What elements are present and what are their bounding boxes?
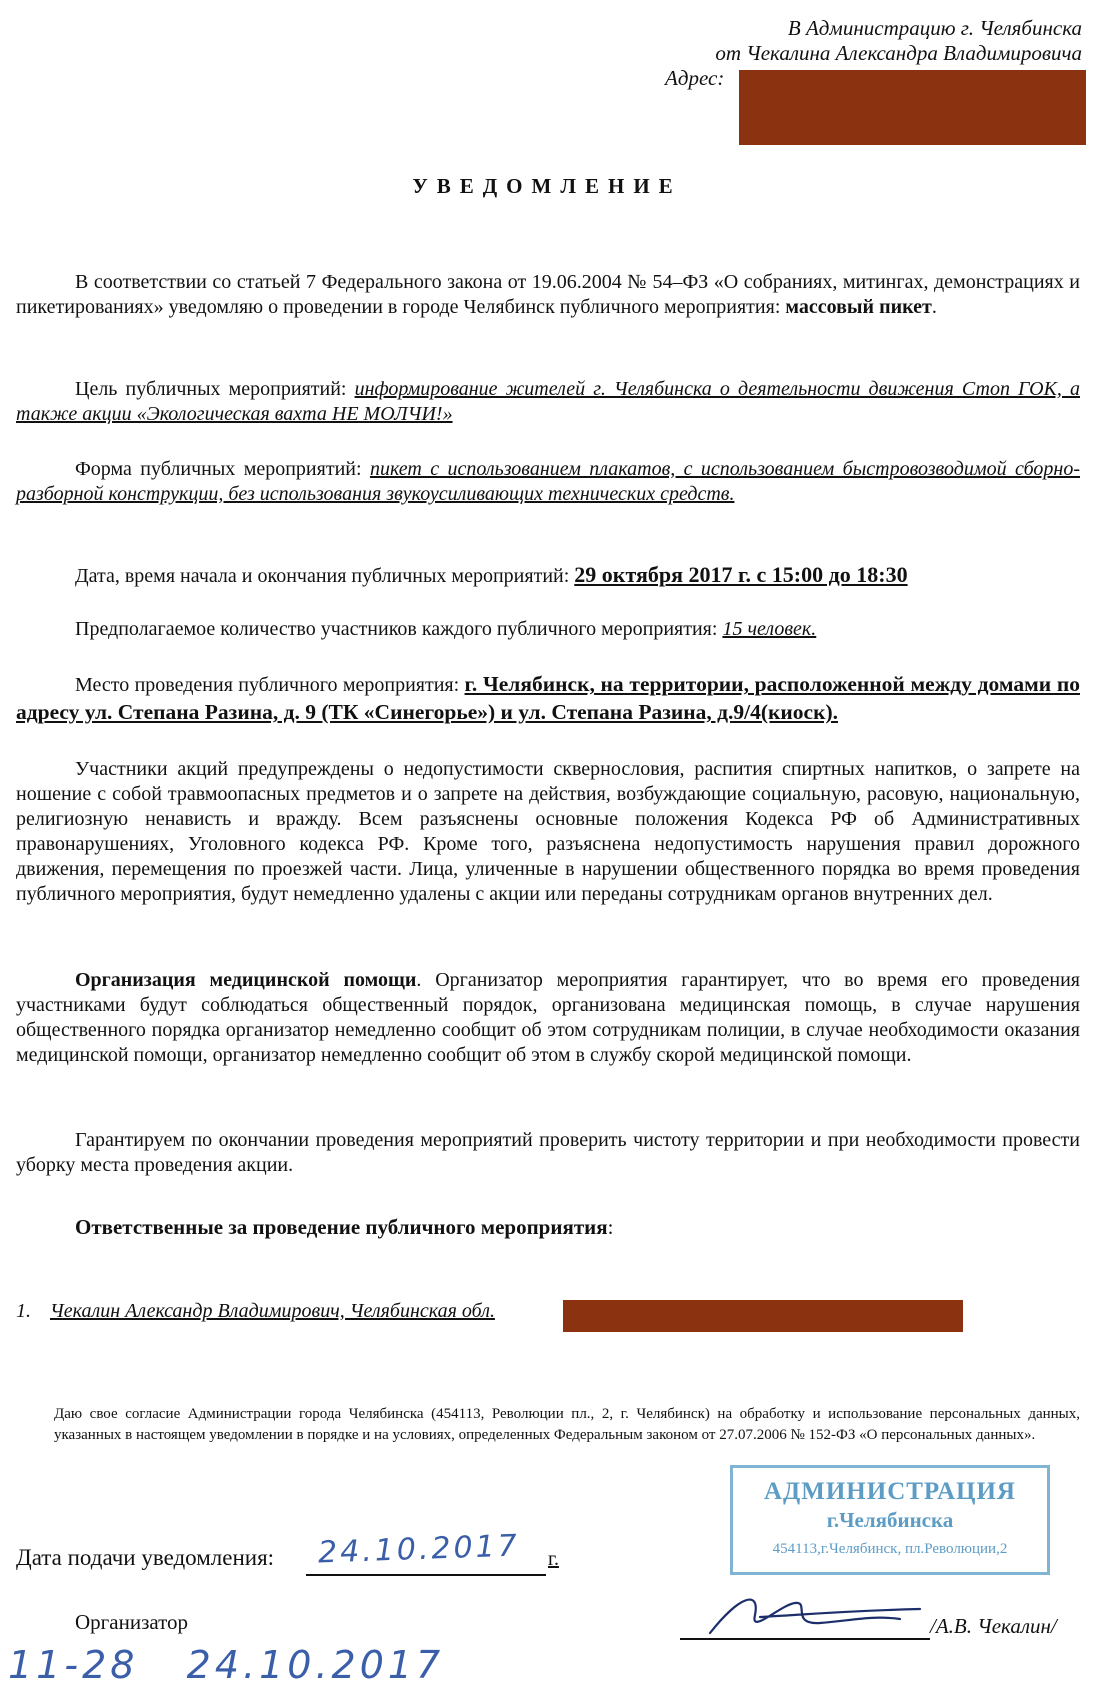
responsible-item-text: Чекалин Александр Владимирович, Челябинская обл. [50,1300,495,1322]
medical-paragraph: Организация медицинской помощи. Организатор мероприятия гарантирует, что во время его проведения участниками будут соблюдаться общественный порядок, организована медицинская помощь, в случае нарушения общественного порядка организатор немедленно сообщит об этом сотрудникам полиции, в случае необходимости оказания медицинской помощи, организатор немедленно сообщит об этом в службу скорой медицинской помощи. [16,969,1080,1066]
form-paragraph: Форма публичных мероприятий: пикет с использованием плакатов, с использованием быстровозводимой сборно-разборной конструкции, без использования звукоусиливающих технических средств. [16,458,1080,505]
form-value: пикет с использованием плакатов, с использованием быстровозводимой сборно-разборной конструкции, без использования звукоусиливающих технических средств. [16,458,1080,505]
location-value: г. Челябинск, на территории, расположенной между домами по адресу ул. Степана Разина, д. 9 (ТК «Синегорье») и ул. Степана Разина, д.9/4(киоск). [16,672,1081,724]
addressee-from: от Чекалина Александра Владимировича [715,41,1082,65]
organizer-label: Организатор [75,1610,189,1634]
address-redaction [739,70,1086,145]
registration-number: 11-28 24.10.2017 [8,1643,445,1687]
stamp-title: АДМИНИСТРАЦИЯ [764,1478,1016,1505]
signature [700,1585,940,1645]
addressee-to: В Администрацию г. Челябинска [787,16,1082,40]
medical-label: Организация медицинской помощи [75,969,417,991]
submission-date-line [306,1574,546,1576]
submission-date-handwritten: 24.10.2017 [317,1528,521,1571]
address-label: Адрес: [665,66,725,90]
datetime-value: 29 октября 2017 г. с 15:00 до 18:30 [574,562,908,587]
participants-paragraph: Предполагаемое количество участников каждого публичного мероприятия: 15 человек. [75,618,817,640]
stamp-address: 454113,г.Челябинск, пл.Революции,2 [772,1541,1008,1557]
event-type: массовый пикет [785,296,932,318]
submission-suffix: г. [548,1548,559,1570]
consent-paragraph: Даю свое согласие Администрации города Челябинска (454113, Революции пл., 2, г. Челябинск) на обработку и использование персональных данных, указанных в настоящем уведомлении в порядке и на условиях, определенных Федеральным законом от 27.07.2006 № 152-ФЗ «О персональных данных». [54,1406,1080,1443]
administration-stamp [730,1465,1050,1575]
stamp-city: г.Челябинска [826,1508,954,1532]
datetime-paragraph: Дата, время начала и окончания публичных мероприятий: 29 октября 2017 г. с 15:00 до 18:30 [75,562,908,587]
rules-paragraph: Участники акций предупреждены о недопустимости сквернословия, распития спиртных напитков, о запрете на ношение с собой травмоопасных предметов и о запрете на действия, возбуждающие социальную, расовую, национальную, религиозную ненависть и вражду. Всем разъяснены основные положения Кодекса РФ об Административных правонарушениях, Уголовного кодекса РФ. Кроме того, разъяснена недопустимость нарушения правил дорожного движения, перемещения по проезжей части. Лица, уличенные в нарушении общественного порядка во время проведения публичного мероприятия, будут немедленно удалены с акции или переданы сотрудникам органов внутренних дел. [16,758,1080,905]
addressee-block [622,16,1082,66]
goal-value: информирование жителей г. Челябинска о деятельности движения Стоп ГОК, а также акции «Экологическая вахта НЕ МОЛЧИ!» [16,378,1080,425]
goal-paragraph: Цель публичных мероприятий: информирование жителей г. Челябинска о деятельности движения Стоп ГОК, а также акции «Экологическая вахта НЕ МОЛЧИ!» [16,378,1080,425]
responsible-item-number: 1. [16,1300,31,1322]
location-paragraph: Место проведения публичного мероприятия: г. Челябинск, на территории, расположенной между домами по адресу ул. Степана Разина, д. 9 (ТК «Синегорье») и ул. Степана Разина, д.9/4(киоск). [16,672,1081,724]
organizer-name: /А.В. Чекалин/ [930,1614,1057,1638]
responsible-address-redaction [563,1300,963,1332]
submission-label: Дата подачи уведомления: [16,1545,275,1570]
document-title: УВЕДОМЛЕНИЕ [412,174,682,198]
responsible-list-item [16,1300,495,1323]
intro-paragraph: В соответствии со статьей 7 Федерального закона от 19.06.2004 № 54–ФЗ «О собраниях, митингах, демонстрациях и пикетированиях» уведомляю о проведении в городе Челябинск публичного мероприятия: массовый пикет. [16,271,1080,318]
participants-value: 15 человек. [722,618,817,640]
cleanup-paragraph: Гарантируем по окончании проведения мероприятий проверить чистоту территории и при необходимости провести уборку места проведения акции. [16,1129,1080,1176]
responsible-heading: Ответственные за проведение публичного мероприятия: [75,1215,614,1239]
